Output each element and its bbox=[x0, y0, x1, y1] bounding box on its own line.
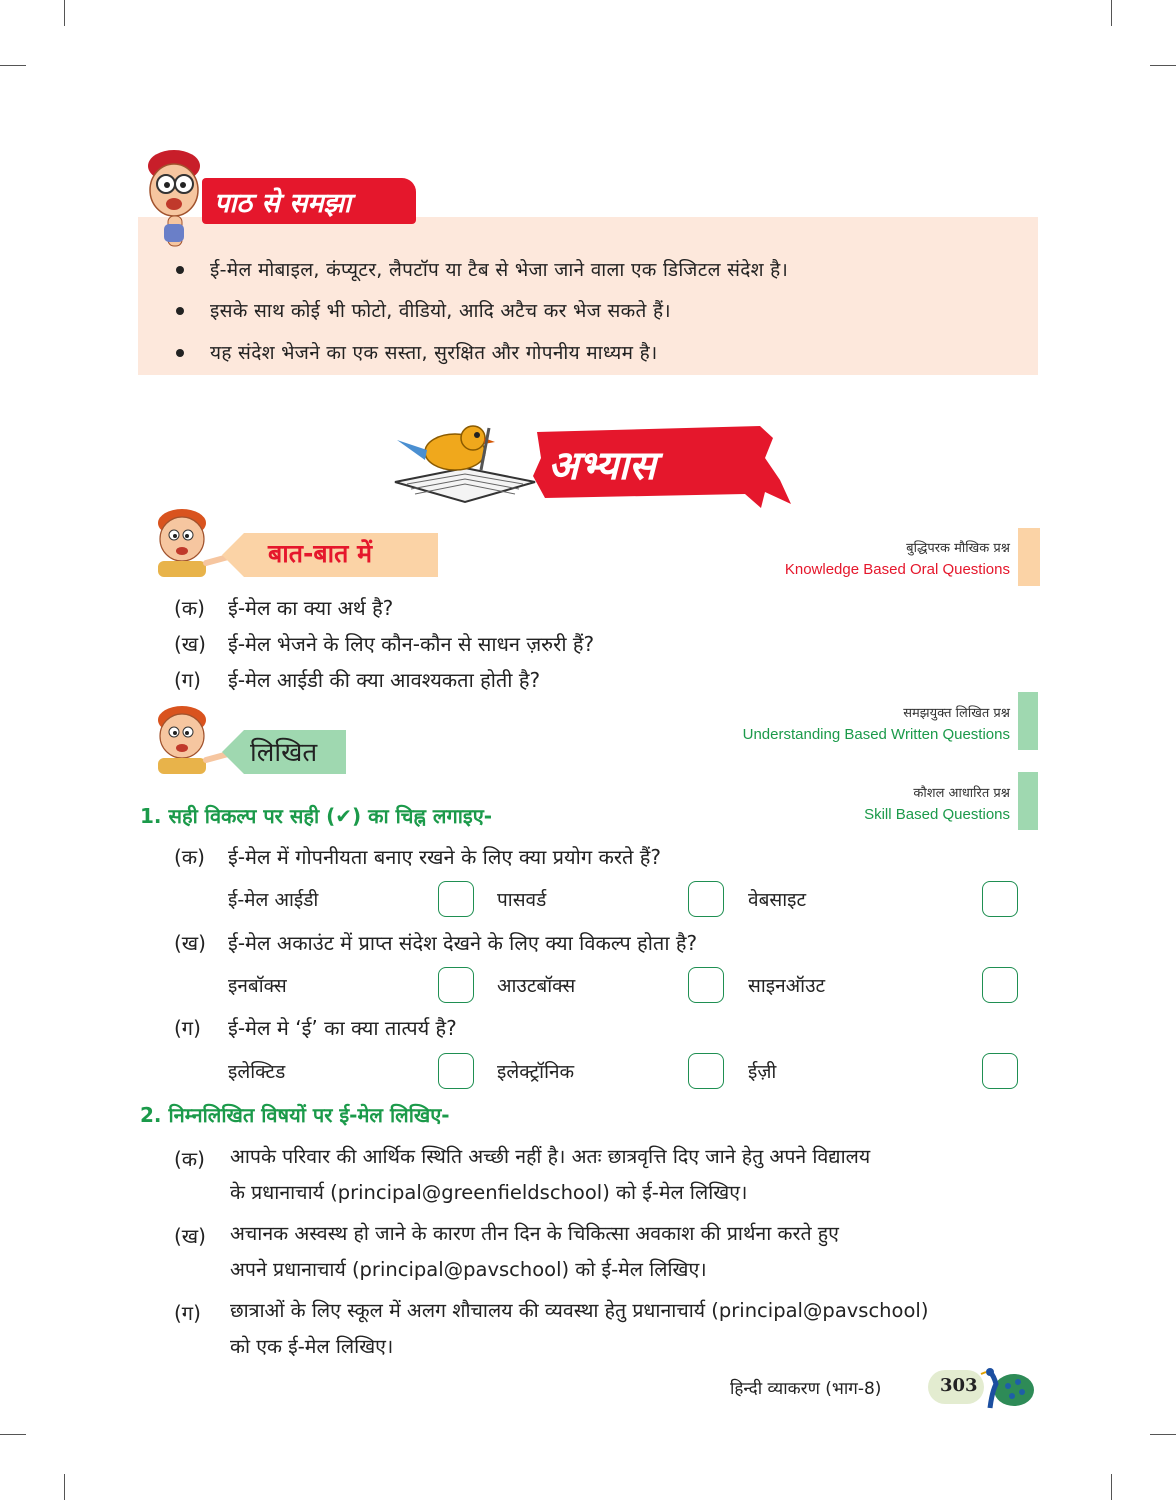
q1-item-marker: (क) bbox=[174, 845, 205, 869]
q2-item-line: छात्राओं के लिए स्कूल में अलग शौचालय की व्यवस्था हेतु प्रधानाचार्य (principal@pavschool) bbox=[230, 1299, 929, 1322]
baat-banner-title: बात-बात में bbox=[268, 539, 373, 568]
likhit-category2-hi: कौशल आधारित प्रश्न bbox=[913, 786, 1010, 801]
q1-option: इनबॉक्स bbox=[228, 975, 287, 997]
samjha-bullet: ई-मेल मोबाइल, कंप्यूटर, लैपटॉप या टैब से भेजा जाने वाला एक डिजिटल संदेश है। bbox=[210, 259, 789, 281]
q2-item-line: आपके परिवार की आर्थिक स्थिति अच्छी नहीं है। अतः छात्रवृत्ति दिए जाने हेतु अपने विद्यालय bbox=[230, 1145, 871, 1168]
q2-item-marker: (क) bbox=[174, 1147, 205, 1171]
abhyas-title: अभ्यास bbox=[548, 443, 656, 489]
q1-option: आउटबॉक्स bbox=[497, 975, 576, 997]
crop-mark bbox=[64, 1474, 65, 1500]
likhit-category1-hi: समझयुक्त लिखित प्रश्न bbox=[903, 706, 1010, 721]
crop-mark bbox=[1150, 65, 1176, 66]
likhit-category1-tab bbox=[1018, 692, 1038, 750]
bullet-dot bbox=[176, 349, 184, 357]
answer-checkbox[interactable] bbox=[438, 967, 474, 1003]
baat-category-tab bbox=[1018, 528, 1040, 586]
crop-mark bbox=[1111, 0, 1112, 26]
q1-item-question: ई-मेल में गोपनीयता बनाए रखने के लिए क्या प्रयोग करते हैं? bbox=[228, 845, 661, 869]
baat-category-en: Knowledge Based Oral Questions bbox=[784, 561, 1010, 578]
q1-option: ईज़ी bbox=[748, 1061, 777, 1083]
page-number: 303 bbox=[940, 1375, 978, 1396]
crop-mark bbox=[0, 1434, 26, 1435]
crop-mark bbox=[0, 65, 26, 66]
q2-item-line: अपने प्रधानाचार्य (principal@pavschool) को ई-मेल लिखिए। bbox=[230, 1258, 707, 1281]
baat-category-hi: बुद्धिपरक मौखिक प्रश्न bbox=[906, 541, 1010, 556]
crop-mark bbox=[1150, 1434, 1176, 1435]
samjha-banner-title: पाठ से समझा bbox=[214, 188, 351, 219]
q2-item-marker: (ग) bbox=[174, 1301, 201, 1325]
likhit-category2-en: Skill Based Questions bbox=[864, 806, 1010, 823]
bullet-dot bbox=[176, 266, 184, 274]
crop-mark bbox=[64, 0, 65, 26]
q1-option: इलेक्टिड bbox=[228, 1061, 286, 1083]
q2-item-line: के प्रधानाचार्य (principal@greenfieldschool) को ई-मेल लिखिए। bbox=[230, 1181, 748, 1204]
likhit-category1-en: Understanding Based Written Questions bbox=[742, 726, 1010, 743]
baat-question: ई-मेल का क्या अर्थ है? bbox=[228, 596, 394, 620]
likhit-banner-title: लिखित bbox=[250, 738, 318, 768]
q2-item-line: को एक ई-मेल लिखिए। bbox=[230, 1335, 394, 1358]
q1-option: पासवर्ड bbox=[497, 889, 547, 911]
q1-heading: 1. सही विकल्प पर सही (✔) का चिह्न लगाइए- bbox=[140, 804, 493, 828]
answer-checkbox[interactable] bbox=[982, 881, 1018, 917]
q1-option: साइनऑउट bbox=[748, 975, 826, 997]
answer-checkbox[interactable] bbox=[688, 967, 724, 1003]
footer-book-title: हिन्दी व्याकरण (भाग-8) bbox=[730, 1379, 882, 1399]
likhit-category2-tab bbox=[1018, 772, 1038, 830]
baat-question: ई-मेल भेजने के लिए कौन-कौन से साधन ज़रुरी हैं? bbox=[228, 632, 595, 656]
baat-question: ई-मेल आईडी की क्या आवश्यकता होती है? bbox=[228, 668, 541, 692]
boy-pointing-illustration bbox=[150, 505, 232, 577]
q1-item-question: ई-मेल अकाउंट में प्राप्त संदेश देखने के लिए क्या विकल्प होता है? bbox=[228, 931, 698, 955]
baat-question-marker: (क) bbox=[174, 596, 205, 620]
q1-option: ई-मेल आईडी bbox=[228, 889, 319, 911]
boy-pointing-illustration bbox=[150, 702, 232, 774]
bird-book-illustration bbox=[385, 420, 545, 510]
answer-checkbox[interactable] bbox=[438, 881, 474, 917]
samjha-bullet: इसके साथ कोई भी फोटो, वीडियो, आदि अटैच कर भेज सकते हैं। bbox=[210, 300, 671, 322]
q2-heading: 2. निम्नलिखित विषयों पर ई-मेल लिखिए- bbox=[140, 1103, 450, 1127]
q1-item-marker: (ख) bbox=[174, 931, 206, 955]
baat-question-marker: (ख) bbox=[174, 632, 206, 656]
q2-item-marker: (ख) bbox=[174, 1224, 206, 1248]
q2-item-line: अचानक अस्वस्थ हो जाने के कारण तीन दिन के चिकित्सा अवकाश की प्रार्थना करते हुए bbox=[230, 1222, 839, 1245]
q1-option: वेबसाइट bbox=[748, 889, 807, 911]
answer-checkbox[interactable] bbox=[438, 1053, 474, 1089]
answer-checkbox[interactable] bbox=[688, 1053, 724, 1089]
answer-checkbox[interactable] bbox=[982, 1053, 1018, 1089]
bullet-dot bbox=[176, 307, 184, 315]
answer-checkbox[interactable] bbox=[688, 881, 724, 917]
peacock-illustration bbox=[978, 1362, 1036, 1412]
samjha-bullet: यह संदेश भेजने का एक सस्ता, सुरक्षित और गोपनीय माध्यम है। bbox=[210, 342, 658, 364]
q1-item-marker: (ग) bbox=[174, 1016, 201, 1040]
baat-question-marker: (ग) bbox=[174, 668, 201, 692]
q1-item-question: ई-मेल मे ‘ई’ का क्या तात्पर्य है? bbox=[228, 1016, 457, 1040]
q1-option: इलेक्ट्रॉनिक bbox=[497, 1061, 575, 1083]
crop-mark bbox=[1111, 1474, 1112, 1500]
answer-checkbox[interactable] bbox=[982, 967, 1018, 1003]
